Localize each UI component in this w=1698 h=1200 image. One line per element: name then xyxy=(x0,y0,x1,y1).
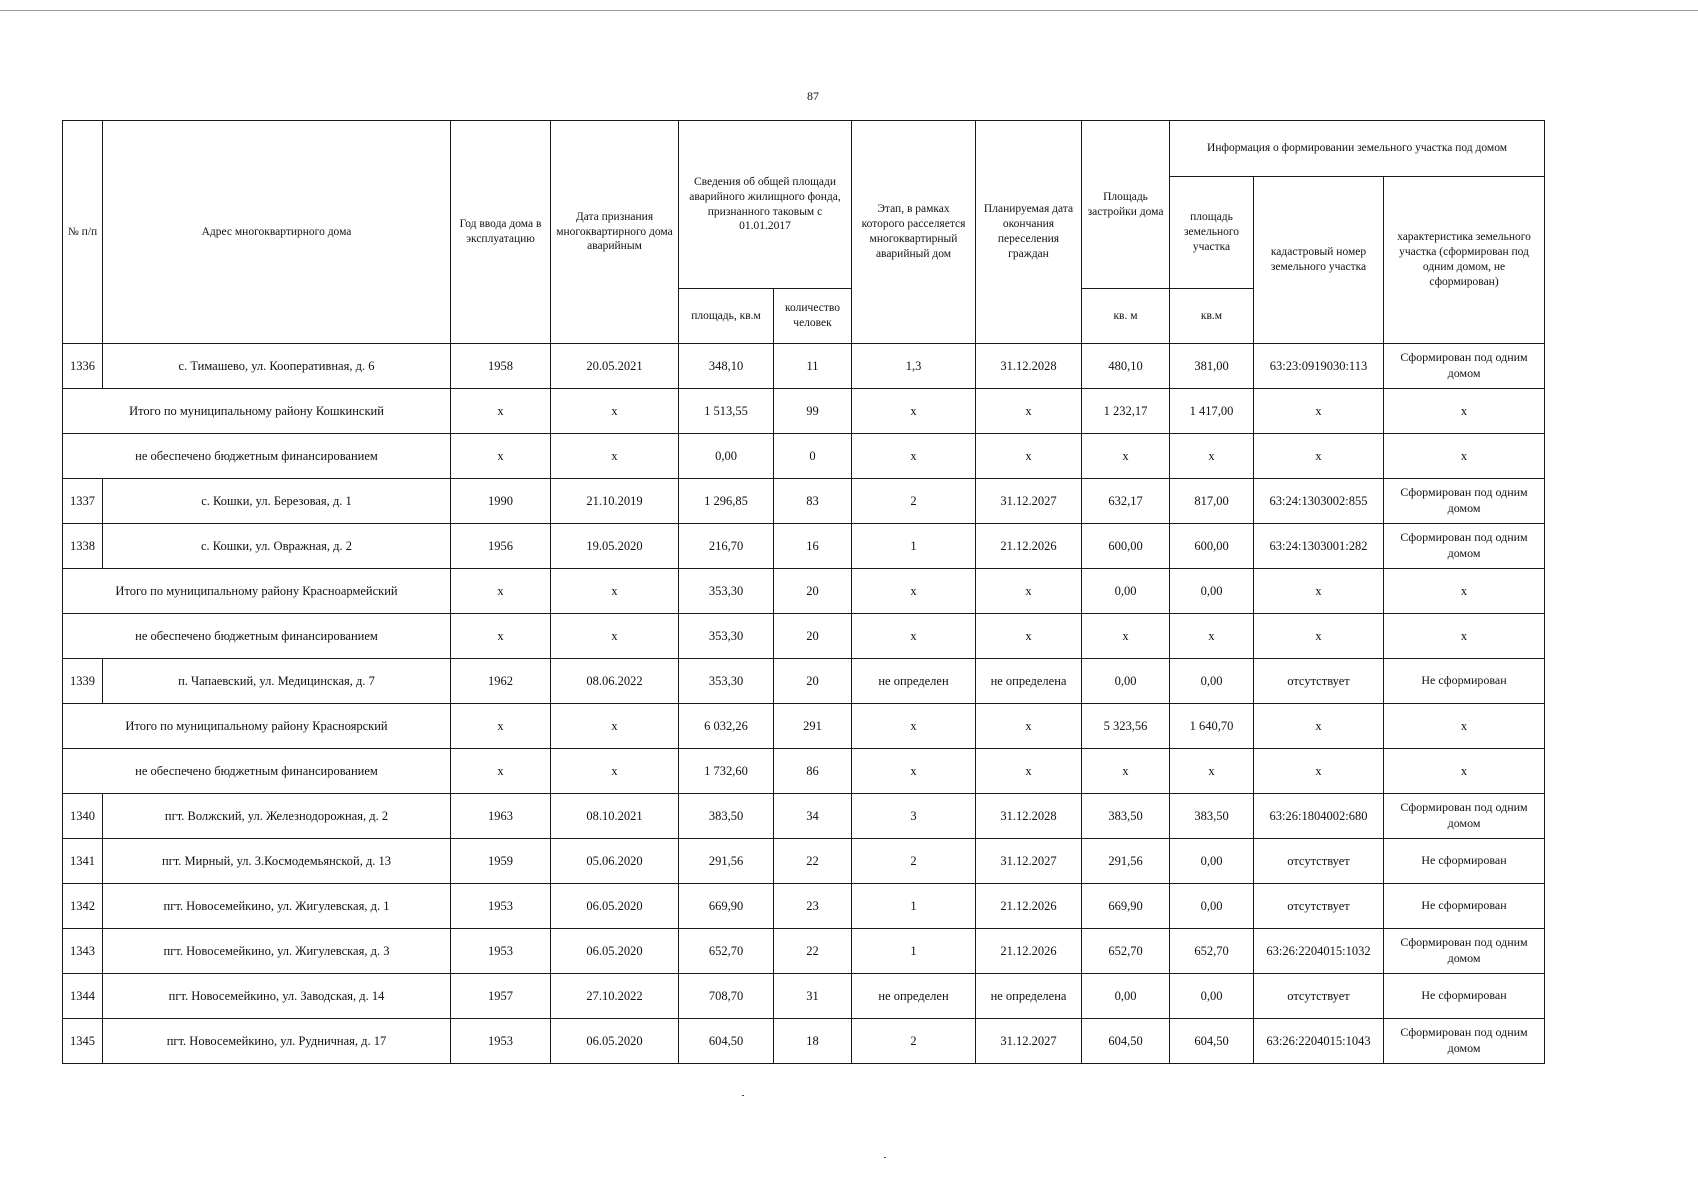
cell-planned: 21.12.2026 xyxy=(976,929,1082,974)
cell-cadastral: отсутствует xyxy=(1254,839,1384,884)
cell-year: 1953 xyxy=(451,929,551,974)
cell-year: x xyxy=(451,434,551,479)
scan-edge-line xyxy=(0,10,1698,11)
cell-date: 06.05.2020 xyxy=(551,1019,679,1064)
cell-cadastral: 63:24:1303002:855 xyxy=(1254,479,1384,524)
cell-num: 1342 xyxy=(63,884,103,929)
cell-year: 1956 xyxy=(451,524,551,569)
cell-summary-label: Итого по муниципальному району Красноярский xyxy=(63,704,451,749)
cell-planned: x xyxy=(976,704,1082,749)
cell-stage: x xyxy=(852,749,976,794)
table-row xyxy=(63,974,1545,1019)
cell-area: 6 032,26 xyxy=(679,704,774,749)
cell-people: 20 xyxy=(774,614,852,659)
cell-people: 34 xyxy=(774,794,852,839)
cell-address: с. Кошки, ул. Овражная, д. 2 xyxy=(103,524,451,569)
cell-date: 27.10.2022 xyxy=(551,974,679,1019)
cell-area: 708,70 xyxy=(679,974,774,1019)
header-unit-land: кв.м xyxy=(1170,289,1254,344)
cell-stage: 2 xyxy=(852,479,976,524)
cell-building-area: 632,17 xyxy=(1082,479,1170,524)
cell-area: 353,30 xyxy=(679,569,774,614)
cell-building-area: 5 323,56 xyxy=(1082,704,1170,749)
table-row xyxy=(63,884,1545,929)
cell-address: пгт. Новосемейкино, ул. Заводская, д. 14 xyxy=(103,974,451,1019)
cell-year: x xyxy=(451,569,551,614)
cell-cadastral: x xyxy=(1254,389,1384,434)
cell-planned: x xyxy=(976,749,1082,794)
cell-people: 11 xyxy=(774,344,852,389)
cell-num: 1345 xyxy=(63,1019,103,1064)
cell-cadastral: x xyxy=(1254,704,1384,749)
cell-area: 348,10 xyxy=(679,344,774,389)
cell-land-area: 817,00 xyxy=(1170,479,1254,524)
scan-speck xyxy=(884,1157,886,1158)
header-land-area: площадь земельного участка xyxy=(1170,177,1254,289)
cell-land-area: x xyxy=(1170,614,1254,659)
cell-characteristic: Сформирован под одним домом xyxy=(1384,344,1545,389)
cell-planned: x xyxy=(976,434,1082,479)
cell-summary-label: не обеспечено бюджетным финансированием xyxy=(63,434,451,479)
cell-address: пгт. Новосемейкино, ул. Жигулевская, д. 3 xyxy=(103,929,451,974)
cell-people: 22 xyxy=(774,929,852,974)
cell-stage: 1,3 xyxy=(852,344,976,389)
table-row-summary xyxy=(63,704,1545,749)
cell-building-area: 480,10 xyxy=(1082,344,1170,389)
cell-land-area: x xyxy=(1170,434,1254,479)
cell-year: 1962 xyxy=(451,659,551,704)
cell-stage: 3 xyxy=(852,794,976,839)
cell-cadastral: 63:26:1804002:680 xyxy=(1254,794,1384,839)
cell-planned: 31.12.2027 xyxy=(976,1019,1082,1064)
cell-planned: x xyxy=(976,614,1082,659)
cell-land-area: 1 417,00 xyxy=(1170,389,1254,434)
cell-people: 16 xyxy=(774,524,852,569)
cell-planned: x xyxy=(976,389,1082,434)
cell-planned: 21.12.2026 xyxy=(976,884,1082,929)
cell-land-area: 1 640,70 xyxy=(1170,704,1254,749)
table-row xyxy=(63,479,1545,524)
cell-area: 1 296,85 xyxy=(679,479,774,524)
table-row xyxy=(63,344,1545,389)
cell-num: 1339 xyxy=(63,659,103,704)
cell-area: 652,70 xyxy=(679,929,774,974)
header-planned-date: Планируемая дата окончания переселения граждан xyxy=(976,121,1082,344)
header-people-count: количество человек xyxy=(774,289,852,344)
cell-area: 1 732,60 xyxy=(679,749,774,794)
cell-building-area: 383,50 xyxy=(1082,794,1170,839)
header-building-area: Площадь застройки дома xyxy=(1082,121,1170,289)
cell-year: x xyxy=(451,749,551,794)
table-row xyxy=(63,929,1545,974)
cell-stage: x xyxy=(852,569,976,614)
cell-year: 1959 xyxy=(451,839,551,884)
cell-cadastral: отсутствует xyxy=(1254,884,1384,929)
cell-building-area: 0,00 xyxy=(1082,974,1170,1019)
cell-characteristic: Сформирован под одним домом xyxy=(1384,794,1545,839)
cell-characteristic: Не сформирован xyxy=(1384,884,1545,929)
cell-characteristic: Не сформирован xyxy=(1384,974,1545,1019)
cell-characteristic: x xyxy=(1384,389,1545,434)
cell-date: x xyxy=(551,749,679,794)
cell-cadastral: отсутствует xyxy=(1254,659,1384,704)
cell-land-area: 381,00 xyxy=(1170,344,1254,389)
cell-date: x xyxy=(551,704,679,749)
cell-cadastral: 63:24:1303001:282 xyxy=(1254,524,1384,569)
cell-stage: x xyxy=(852,434,976,479)
resettlement-table xyxy=(62,120,1545,1064)
cell-cadastral: x xyxy=(1254,434,1384,479)
cell-address: пгт. Волжский, ул. Железнодорожная, д. 2 xyxy=(103,794,451,839)
cell-planned: 31.12.2028 xyxy=(976,794,1082,839)
cell-building-area: x xyxy=(1082,749,1170,794)
cell-date: x xyxy=(551,569,679,614)
cell-cadastral: 63:23:0919030:113 xyxy=(1254,344,1384,389)
cell-planned: 21.12.2026 xyxy=(976,524,1082,569)
cell-people: 18 xyxy=(774,1019,852,1064)
cell-building-area: 1 232,17 xyxy=(1082,389,1170,434)
cell-num: 1338 xyxy=(63,524,103,569)
cell-num: 1337 xyxy=(63,479,103,524)
header-characteristic: характеристика земельного участка (сформирован под одним домом, не сформирован) xyxy=(1384,177,1545,344)
cell-year: 1963 xyxy=(451,794,551,839)
table-row xyxy=(63,524,1545,569)
table-row xyxy=(63,839,1545,884)
header-year: Год ввода дома в эксплуатацию xyxy=(451,121,551,344)
cell-date: 08.06.2022 xyxy=(551,659,679,704)
cell-characteristic: x xyxy=(1384,749,1545,794)
cell-year: 1953 xyxy=(451,884,551,929)
cell-date: 19.05.2020 xyxy=(551,524,679,569)
cell-summary-label: не обеспечено бюджетным финансированием xyxy=(63,749,451,794)
cell-year: x xyxy=(451,614,551,659)
cell-num: 1336 xyxy=(63,344,103,389)
cell-people: 23 xyxy=(774,884,852,929)
cell-land-area: 652,70 xyxy=(1170,929,1254,974)
cell-address: п. Чапаевский, ул. Медицинская, д. 7 xyxy=(103,659,451,704)
cell-characteristic: x xyxy=(1384,569,1545,614)
cell-stage: 2 xyxy=(852,1019,976,1064)
cell-planned: не определена xyxy=(976,974,1082,1019)
cell-cadastral: x xyxy=(1254,614,1384,659)
cell-characteristic: Сформирован под одним домом xyxy=(1384,929,1545,974)
cell-address: пгт. Мирный, ул. З.Космодемьянской, д. 13 xyxy=(103,839,451,884)
table-row-summary xyxy=(63,389,1545,434)
cell-planned: 31.12.2027 xyxy=(976,839,1082,884)
cell-people: 20 xyxy=(774,659,852,704)
cell-cadastral: отсутствует xyxy=(1254,974,1384,1019)
cell-characteristic: x xyxy=(1384,434,1545,479)
cell-summary-label: Итого по муниципальному району Красноармейский xyxy=(63,569,451,614)
cell-characteristic: Сформирован под одним домом xyxy=(1384,479,1545,524)
cell-building-area: 0,00 xyxy=(1082,569,1170,614)
scan-speck xyxy=(742,1095,744,1096)
table-row xyxy=(63,794,1545,839)
cell-stage: не определен xyxy=(852,974,976,1019)
table-row-summary xyxy=(63,749,1545,794)
cell-people: 86 xyxy=(774,749,852,794)
cell-people: 0 xyxy=(774,434,852,479)
table-row-summary xyxy=(63,614,1545,659)
cell-building-area: 600,00 xyxy=(1082,524,1170,569)
cell-characteristic: x xyxy=(1384,704,1545,749)
cell-land-area: 0,00 xyxy=(1170,974,1254,1019)
cell-cadastral: x xyxy=(1254,569,1384,614)
cell-people: 31 xyxy=(774,974,852,1019)
cell-area: 0,00 xyxy=(679,434,774,479)
table-row xyxy=(63,659,1545,704)
cell-address: с. Тимашево, ул. Кооперативная, д. 6 xyxy=(103,344,451,389)
cell-planned: x xyxy=(976,569,1082,614)
cell-people: 83 xyxy=(774,479,852,524)
cell-people: 99 xyxy=(774,389,852,434)
cell-stage: 1 xyxy=(852,929,976,974)
cell-area: 1 513,55 xyxy=(679,389,774,434)
cell-land-area: 0,00 xyxy=(1170,569,1254,614)
cell-date: 06.05.2020 xyxy=(551,884,679,929)
cell-characteristic: Сформирован под одним домом xyxy=(1384,1019,1545,1064)
cell-planned: 31.12.2028 xyxy=(976,344,1082,389)
cell-year: 1957 xyxy=(451,974,551,1019)
cell-stage: x xyxy=(852,389,976,434)
cell-people: 22 xyxy=(774,839,852,884)
cell-cadastral: 63:26:2204015:1043 xyxy=(1254,1019,1384,1064)
cell-date: x xyxy=(551,434,679,479)
cell-stage: 1 xyxy=(852,884,976,929)
cell-land-area: 383,50 xyxy=(1170,794,1254,839)
cell-year: 1953 xyxy=(451,1019,551,1064)
cell-num: 1340 xyxy=(63,794,103,839)
cell-date: 20.05.2021 xyxy=(551,344,679,389)
table-row-summary xyxy=(63,434,1545,479)
cell-building-area: 291,56 xyxy=(1082,839,1170,884)
cell-land-area: 0,00 xyxy=(1170,659,1254,704)
cell-area: 353,30 xyxy=(679,659,774,704)
header-cadastral: кадастровый номер земельного участка xyxy=(1254,177,1384,344)
cell-area: 216,70 xyxy=(679,524,774,569)
header-num: № п/п xyxy=(63,121,103,344)
cell-area: 291,56 xyxy=(679,839,774,884)
header-area-info: Сведения об общей площади аварийного жилищного фонда, признанного таковым с 01.01.2017 xyxy=(679,121,852,289)
cell-stage: 2 xyxy=(852,839,976,884)
cell-land-area: 0,00 xyxy=(1170,839,1254,884)
cell-num: 1341 xyxy=(63,839,103,884)
cell-year: x xyxy=(451,704,551,749)
header-land-info: Информация о формировании земельного участка под домом xyxy=(1170,121,1545,177)
cell-date: 08.10.2021 xyxy=(551,794,679,839)
cell-year: 1990 xyxy=(451,479,551,524)
cell-building-area: 604,50 xyxy=(1082,1019,1170,1064)
cell-building-area: 669,90 xyxy=(1082,884,1170,929)
cell-land-area: 600,00 xyxy=(1170,524,1254,569)
cell-characteristic: Не сформирован xyxy=(1384,659,1545,704)
cell-address: с. Кошки, ул. Березовая, д. 1 xyxy=(103,479,451,524)
cell-num: 1344 xyxy=(63,974,103,1019)
cell-num: 1343 xyxy=(63,929,103,974)
cell-address: пгт. Новосемейкино, ул. Рудничная, д. 17 xyxy=(103,1019,451,1064)
header-address: Адрес многоквартирного дома xyxy=(103,121,451,344)
cell-area: 669,90 xyxy=(679,884,774,929)
cell-date: x xyxy=(551,389,679,434)
cell-address: пгт. Новосемейкино, ул. Жигулевская, д. 1 xyxy=(103,884,451,929)
table-row-summary xyxy=(63,569,1545,614)
cell-cadastral: 63:26:2204015:1032 xyxy=(1254,929,1384,974)
cell-cadastral: x xyxy=(1254,749,1384,794)
header-stage: Этап, в рамках которого расселяется многоквартирный аварийный дом xyxy=(852,121,976,344)
cell-date: x xyxy=(551,614,679,659)
cell-area: 353,30 xyxy=(679,614,774,659)
cell-characteristic: x xyxy=(1384,614,1545,659)
cell-date: 06.05.2020 xyxy=(551,929,679,974)
cell-stage: x xyxy=(852,704,976,749)
cell-date: 21.10.2019 xyxy=(551,479,679,524)
cell-year: x xyxy=(451,389,551,434)
cell-summary-label: не обеспечено бюджетным финансированием xyxy=(63,614,451,659)
page-number: 87 xyxy=(807,89,819,103)
cell-stage: не определен xyxy=(852,659,976,704)
cell-year: 1958 xyxy=(451,344,551,389)
cell-people: 20 xyxy=(774,569,852,614)
header-area-sqm: площадь, кв.м xyxy=(679,289,774,344)
cell-land-area: 0,00 xyxy=(1170,884,1254,929)
cell-summary-label: Итого по муниципальному району Кошкинский xyxy=(63,389,451,434)
cell-building-area: x xyxy=(1082,614,1170,659)
header-date-recognized: Дата признания многоквартирного дома аварийным xyxy=(551,121,679,344)
table-row xyxy=(63,1019,1545,1064)
cell-characteristic: Не сформирован xyxy=(1384,839,1545,884)
cell-date: 05.06.2020 xyxy=(551,839,679,884)
cell-area: 604,50 xyxy=(679,1019,774,1064)
cell-planned: 31.12.2027 xyxy=(976,479,1082,524)
cell-stage: 1 xyxy=(852,524,976,569)
header-unit-building: кв. м xyxy=(1082,289,1170,344)
cell-land-area: 604,50 xyxy=(1170,1019,1254,1064)
cell-building-area: x xyxy=(1082,434,1170,479)
cell-land-area: x xyxy=(1170,749,1254,794)
cell-building-area: 0,00 xyxy=(1082,659,1170,704)
cell-planned: не определена xyxy=(976,659,1082,704)
cell-people: 291 xyxy=(774,704,852,749)
cell-building-area: 652,70 xyxy=(1082,929,1170,974)
cell-stage: x xyxy=(852,614,976,659)
cell-area: 383,50 xyxy=(679,794,774,839)
cell-characteristic: Сформирован под одним домом xyxy=(1384,524,1545,569)
